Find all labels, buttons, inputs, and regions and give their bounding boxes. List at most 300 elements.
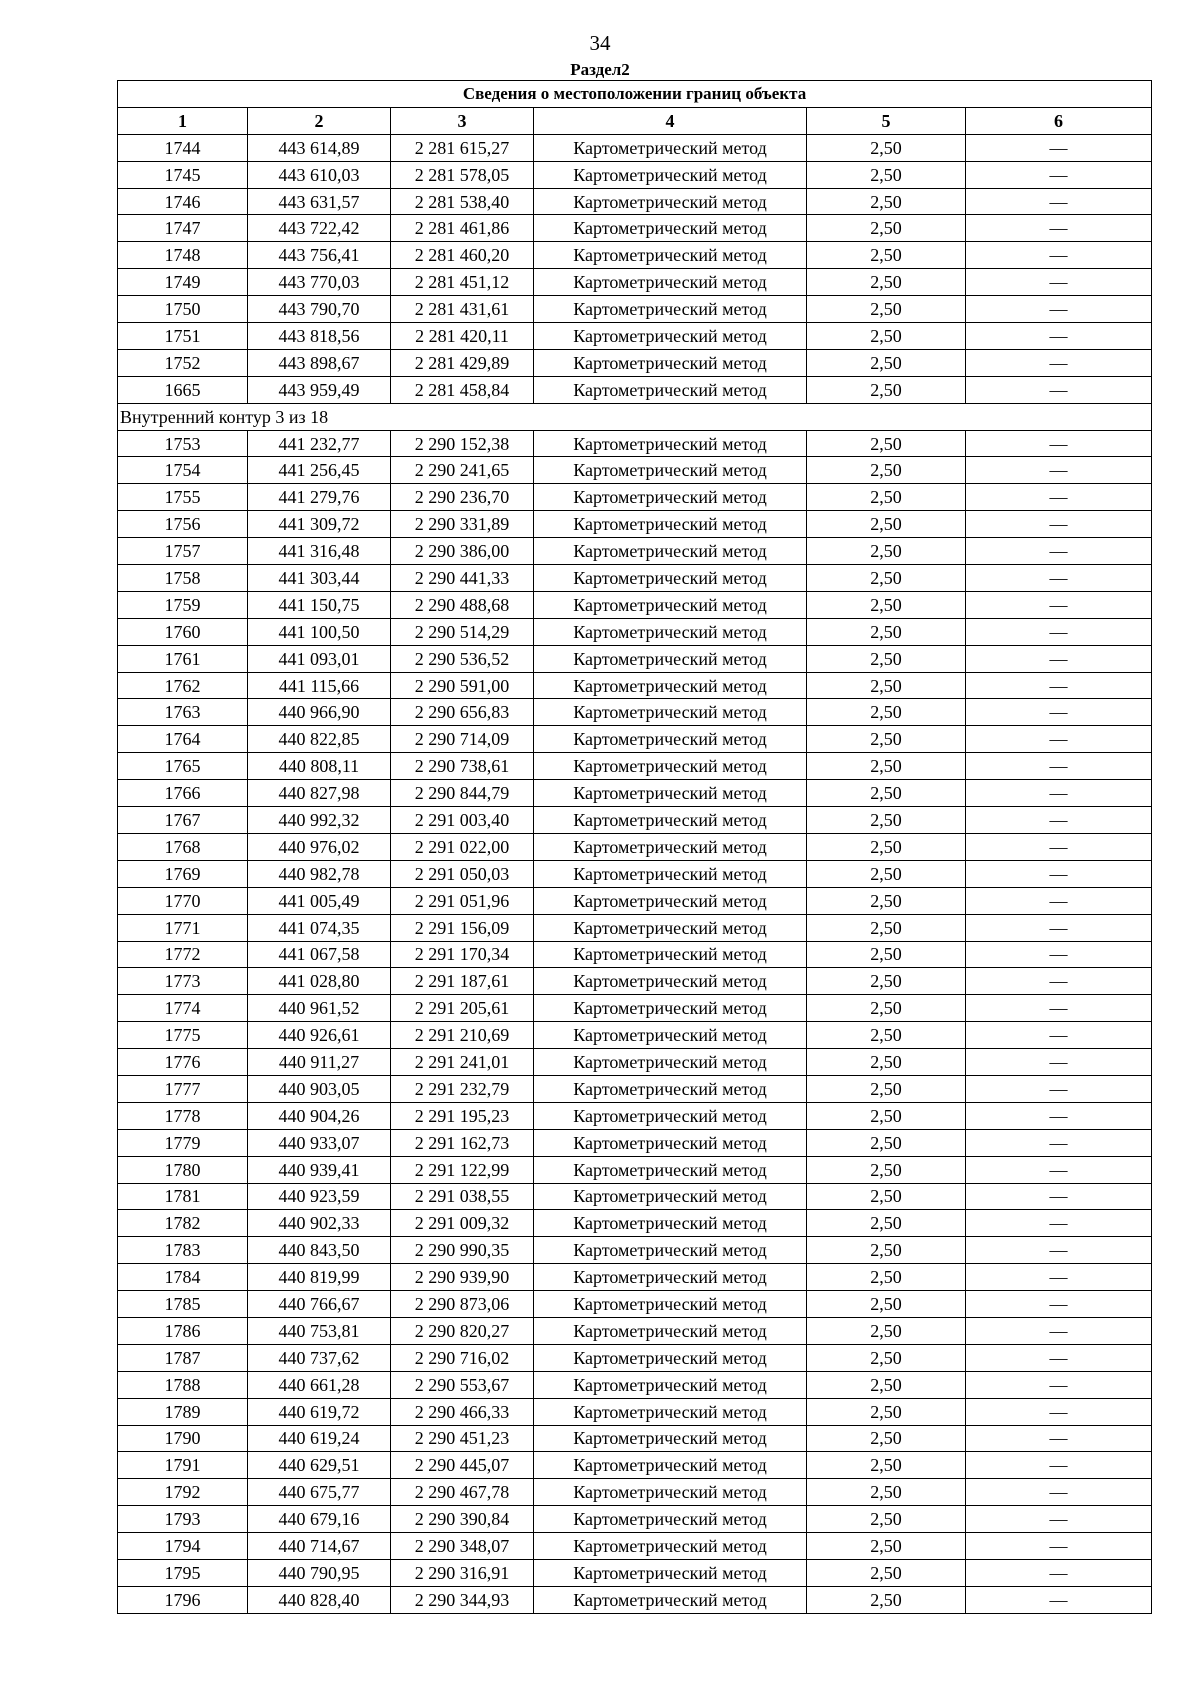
point-number-cell: 1791 <box>118 1452 248 1479</box>
table-row <box>118 511 1152 538</box>
column-header: 6 <box>966 107 1152 134</box>
point-number-cell: 1777 <box>118 1075 248 1102</box>
y-coordinate-cell: 2 281 460,20 <box>391 242 534 269</box>
x-coordinate-cell: 443 790,70 <box>248 296 391 323</box>
accuracy-cell: 2,50 <box>807 833 966 860</box>
method-cell: Картометрический метод <box>534 565 807 592</box>
description-cell: — <box>966 780 1152 807</box>
point-number-cell: 1794 <box>118 1533 248 1560</box>
method-cell: Картометрический метод <box>534 1559 807 1586</box>
method-cell: Картометрический метод <box>534 726 807 753</box>
accuracy-cell: 2,50 <box>807 1156 966 1183</box>
description-cell: — <box>966 215 1152 242</box>
method-cell: Картометрический метод <box>534 833 807 860</box>
description-cell: — <box>966 161 1152 188</box>
method-cell: Картометрический метод <box>534 1183 807 1210</box>
description-cell: — <box>966 1506 1152 1533</box>
table-row <box>118 376 1152 403</box>
accuracy-cell: 2,50 <box>807 565 966 592</box>
column-header: 2 <box>248 107 391 134</box>
method-cell: Картометрический метод <box>534 1586 807 1613</box>
x-coordinate-cell: 441 232,77 <box>248 430 391 457</box>
x-coordinate-cell: 443 770,03 <box>248 269 391 296</box>
table-row <box>118 565 1152 592</box>
description-cell: — <box>966 1075 1152 1102</box>
x-coordinate-cell: 441 074,35 <box>248 914 391 941</box>
column-header-row <box>118 107 1152 134</box>
point-number-cell: 1787 <box>118 1344 248 1371</box>
x-coordinate-cell: 441 150,75 <box>248 591 391 618</box>
point-number-cell: 1747 <box>118 215 248 242</box>
point-number-cell: 1746 <box>118 188 248 215</box>
method-cell: Картометрический метод <box>534 1049 807 1076</box>
y-coordinate-cell: 2 291 022,00 <box>391 833 534 860</box>
accuracy-cell: 2,50 <box>807 538 966 565</box>
x-coordinate-cell: 440 737,62 <box>248 1344 391 1371</box>
method-cell: Картометрический метод <box>534 1210 807 1237</box>
point-number-cell: 1769 <box>118 860 248 887</box>
point-number-cell: 1757 <box>118 538 248 565</box>
table-row <box>118 1264 1152 1291</box>
point-number-cell: 1760 <box>118 618 248 645</box>
table-row <box>118 1183 1152 1210</box>
description-cell: — <box>966 1586 1152 1613</box>
method-cell: Картометрический метод <box>534 1102 807 1129</box>
point-number-cell: 1771 <box>118 914 248 941</box>
method-cell: Картометрический метод <box>534 618 807 645</box>
point-number-cell: 1753 <box>118 430 248 457</box>
point-number-cell: 1751 <box>118 323 248 350</box>
method-cell: Картометрический метод <box>534 1075 807 1102</box>
table-row <box>118 833 1152 860</box>
column-header: 3 <box>391 107 534 134</box>
y-coordinate-cell: 2 290 466,33 <box>391 1398 534 1425</box>
point-number-cell: 1774 <box>118 995 248 1022</box>
y-coordinate-cell: 2 281 615,27 <box>391 134 534 161</box>
y-coordinate-cell: 2 290 820,27 <box>391 1317 534 1344</box>
x-coordinate-cell: 441 279,76 <box>248 484 391 511</box>
table-head <box>118 81 1152 135</box>
point-number-cell: 1761 <box>118 645 248 672</box>
accuracy-cell: 2,50 <box>807 134 966 161</box>
y-coordinate-cell: 2 290 445,07 <box>391 1452 534 1479</box>
method-cell: Картометрический метод <box>534 1129 807 1156</box>
description-cell: — <box>966 860 1152 887</box>
y-coordinate-cell: 2 290 990,35 <box>391 1237 534 1264</box>
x-coordinate-cell: 440 961,52 <box>248 995 391 1022</box>
x-coordinate-cell: 441 115,66 <box>248 672 391 699</box>
y-coordinate-cell: 2 291 003,40 <box>391 807 534 834</box>
table-row <box>118 1102 1152 1129</box>
y-coordinate-cell: 2 281 538,40 <box>391 188 534 215</box>
x-coordinate-cell: 441 067,58 <box>248 941 391 968</box>
description-cell: — <box>966 1452 1152 1479</box>
description-cell: — <box>966 807 1152 834</box>
y-coordinate-cell: 2 290 714,09 <box>391 726 534 753</box>
description-cell: — <box>966 699 1152 726</box>
y-coordinate-cell: 2 291 162,73 <box>391 1129 534 1156</box>
table-row <box>118 726 1152 753</box>
x-coordinate-cell: 440 843,50 <box>248 1237 391 1264</box>
description-cell: — <box>966 645 1152 672</box>
accuracy-cell: 2,50 <box>807 1586 966 1613</box>
point-number-cell: 1790 <box>118 1425 248 1452</box>
y-coordinate-cell: 2 281 458,84 <box>391 376 534 403</box>
table-row <box>118 1344 1152 1371</box>
point-number-cell: 1786 <box>118 1317 248 1344</box>
table-row <box>118 323 1152 350</box>
y-coordinate-cell: 2 281 429,89 <box>391 349 534 376</box>
description-cell: — <box>966 1183 1152 1210</box>
table-row <box>118 645 1152 672</box>
accuracy-cell: 2,50 <box>807 1425 966 1452</box>
accuracy-cell: 2,50 <box>807 349 966 376</box>
x-coordinate-cell: 440 827,98 <box>248 780 391 807</box>
x-coordinate-cell: 440 619,72 <box>248 1398 391 1425</box>
accuracy-cell: 2,50 <box>807 1237 966 1264</box>
point-number-cell: 1752 <box>118 349 248 376</box>
description-cell: — <box>966 1533 1152 1560</box>
table-row <box>118 941 1152 968</box>
description-cell: — <box>966 323 1152 350</box>
section-title: Раздел2 <box>570 60 630 79</box>
accuracy-cell: 2,50 <box>807 1210 966 1237</box>
y-coordinate-cell: 2 291 051,96 <box>391 887 534 914</box>
accuracy-cell: 2,50 <box>807 1398 966 1425</box>
point-number-cell: 1795 <box>118 1559 248 1586</box>
y-coordinate-cell: 2 290 348,07 <box>391 1533 534 1560</box>
method-cell: Картометрический метод <box>534 484 807 511</box>
point-number-cell: 1784 <box>118 1264 248 1291</box>
description-cell: — <box>966 511 1152 538</box>
description-cell: — <box>966 269 1152 296</box>
method-cell: Картометрический метод <box>534 349 807 376</box>
table-row <box>118 1210 1152 1237</box>
accuracy-cell: 2,50 <box>807 591 966 618</box>
table-row <box>118 215 1152 242</box>
description-cell: — <box>966 1559 1152 1586</box>
description-cell: — <box>966 1425 1152 1452</box>
description-cell: — <box>966 484 1152 511</box>
table-row <box>118 242 1152 269</box>
point-number-cell: 1775 <box>118 1022 248 1049</box>
table-row <box>118 538 1152 565</box>
y-coordinate-cell: 2 290 236,70 <box>391 484 534 511</box>
x-coordinate-cell: 440 661,28 <box>248 1371 391 1398</box>
point-number-cell: 1783 <box>118 1237 248 1264</box>
method-cell: Картометрический метод <box>534 1425 807 1452</box>
method-cell: Картометрический метод <box>534 672 807 699</box>
x-coordinate-cell: 440 902,33 <box>248 1210 391 1237</box>
accuracy-cell: 2,50 <box>807 645 966 672</box>
point-number-cell: 1756 <box>118 511 248 538</box>
method-cell: Картометрический метод <box>534 699 807 726</box>
y-coordinate-cell: 2 290 386,00 <box>391 538 534 565</box>
accuracy-cell: 2,50 <box>807 753 966 780</box>
y-coordinate-cell: 2 290 716,02 <box>391 1344 534 1371</box>
method-cell: Картометрический метод <box>534 430 807 457</box>
x-coordinate-cell: 440 629,51 <box>248 1452 391 1479</box>
y-coordinate-cell: 2 290 316,91 <box>391 1559 534 1586</box>
x-coordinate-cell: 440 992,32 <box>248 807 391 834</box>
description-cell: — <box>966 1049 1152 1076</box>
table-row <box>118 430 1152 457</box>
y-coordinate-cell: 2 290 873,06 <box>391 1291 534 1318</box>
table-row <box>118 914 1152 941</box>
table-row <box>118 753 1152 780</box>
y-coordinate-cell: 2 290 553,67 <box>391 1371 534 1398</box>
table-row <box>118 699 1152 726</box>
table-row <box>118 1506 1152 1533</box>
x-coordinate-cell: 440 619,24 <box>248 1425 391 1452</box>
point-number-cell: 1778 <box>118 1102 248 1129</box>
accuracy-cell: 2,50 <box>807 1559 966 1586</box>
description-cell: — <box>966 565 1152 592</box>
table-body <box>118 134 1152 1613</box>
x-coordinate-cell: 443 818,56 <box>248 323 391 350</box>
method-cell: Картометрический метод <box>534 457 807 484</box>
description-cell: — <box>966 887 1152 914</box>
x-coordinate-cell: 440 939,41 <box>248 1156 391 1183</box>
point-number-cell: 1781 <box>118 1183 248 1210</box>
method-cell: Картометрический метод <box>534 1506 807 1533</box>
accuracy-cell: 2,50 <box>807 511 966 538</box>
table-row <box>118 1533 1152 1560</box>
x-coordinate-cell: 440 976,02 <box>248 833 391 860</box>
method-cell: Картометрический метод <box>534 269 807 296</box>
description-cell: — <box>966 726 1152 753</box>
y-coordinate-cell: 2 291 232,79 <box>391 1075 534 1102</box>
point-number-cell: 1772 <box>118 941 248 968</box>
x-coordinate-cell: 440 966,90 <box>248 699 391 726</box>
x-coordinate-cell: 440 819,99 <box>248 1264 391 1291</box>
description-cell: — <box>966 1102 1152 1129</box>
description-cell: — <box>966 1237 1152 1264</box>
y-coordinate-cell: 2 290 390,84 <box>391 1506 534 1533</box>
point-number-cell: 1754 <box>118 457 248 484</box>
accuracy-cell: 2,50 <box>807 1264 966 1291</box>
table-title: Сведения о местоположении границ объекта <box>118 81 1152 108</box>
table-row <box>118 1559 1152 1586</box>
x-coordinate-cell: 443 959,49 <box>248 376 391 403</box>
y-coordinate-cell: 2 291 195,23 <box>391 1102 534 1129</box>
x-coordinate-cell: 441 309,72 <box>248 511 391 538</box>
x-coordinate-cell: 440 982,78 <box>248 860 391 887</box>
accuracy-cell: 2,50 <box>807 188 966 215</box>
x-coordinate-cell: 441 100,50 <box>248 618 391 645</box>
y-coordinate-cell: 2 290 844,79 <box>391 780 534 807</box>
point-number-cell: 1763 <box>118 699 248 726</box>
table-row <box>118 1425 1152 1452</box>
accuracy-cell: 2,50 <box>807 1506 966 1533</box>
y-coordinate-cell: 2 290 241,65 <box>391 457 534 484</box>
point-number-cell: 1782 <box>118 1210 248 1237</box>
table-caption-row <box>118 81 1152 108</box>
description-cell: — <box>966 296 1152 323</box>
description-cell: — <box>966 376 1152 403</box>
table-row <box>118 1237 1152 1264</box>
x-coordinate-cell: 440 753,81 <box>248 1317 391 1344</box>
point-number-cell: 1748 <box>118 242 248 269</box>
table-row <box>118 296 1152 323</box>
y-coordinate-cell: 2 281 461,86 <box>391 215 534 242</box>
accuracy-cell: 2,50 <box>807 296 966 323</box>
point-number-cell: 1745 <box>118 161 248 188</box>
x-coordinate-cell: 441 256,45 <box>248 457 391 484</box>
method-cell: Картометрический метод <box>534 1237 807 1264</box>
accuracy-cell: 2,50 <box>807 941 966 968</box>
accuracy-cell: 2,50 <box>807 457 966 484</box>
x-coordinate-cell: 441 316,48 <box>248 538 391 565</box>
x-coordinate-cell: 443 756,41 <box>248 242 391 269</box>
table-row <box>118 349 1152 376</box>
description-cell: — <box>966 349 1152 376</box>
method-cell: Картометрический метод <box>534 538 807 565</box>
y-coordinate-cell: 2 281 431,61 <box>391 296 534 323</box>
accuracy-cell: 2,50 <box>807 1344 966 1371</box>
y-coordinate-cell: 2 290 451,23 <box>391 1425 534 1452</box>
method-cell: Картометрический метод <box>534 296 807 323</box>
y-coordinate-cell: 2 290 152,38 <box>391 430 534 457</box>
method-cell: Картометрический метод <box>534 511 807 538</box>
description-cell: — <box>966 1129 1152 1156</box>
y-coordinate-cell: 2 281 420,11 <box>391 323 534 350</box>
x-coordinate-cell: 443 631,57 <box>248 188 391 215</box>
table-row <box>118 1075 1152 1102</box>
point-number-cell: 1793 <box>118 1506 248 1533</box>
description-cell: — <box>966 1210 1152 1237</box>
table-row <box>118 188 1152 215</box>
point-number-cell: 1766 <box>118 780 248 807</box>
description-cell: — <box>966 968 1152 995</box>
description-cell: — <box>966 1291 1152 1318</box>
y-coordinate-cell: 2 290 939,90 <box>391 1264 534 1291</box>
x-coordinate-cell: 443 722,42 <box>248 215 391 242</box>
y-coordinate-cell: 2 290 514,29 <box>391 618 534 645</box>
accuracy-cell: 2,50 <box>807 215 966 242</box>
y-coordinate-cell: 2 290 656,83 <box>391 699 534 726</box>
table-row <box>118 807 1152 834</box>
accuracy-cell: 2,50 <box>807 1102 966 1129</box>
point-number-cell: 1750 <box>118 296 248 323</box>
table-row <box>118 618 1152 645</box>
column-header: 1 <box>118 107 248 134</box>
y-coordinate-cell: 2 290 738,61 <box>391 753 534 780</box>
x-coordinate-cell: 440 766,67 <box>248 1291 391 1318</box>
accuracy-cell: 2,50 <box>807 1479 966 1506</box>
table-row <box>118 887 1152 914</box>
description-cell: — <box>966 591 1152 618</box>
accuracy-cell: 2,50 <box>807 1022 966 1049</box>
method-cell: Картометрический метод <box>534 645 807 672</box>
table-row <box>118 1291 1152 1318</box>
method-cell: Картометрический метод <box>534 860 807 887</box>
accuracy-cell: 2,50 <box>807 1129 966 1156</box>
y-coordinate-cell: 2 281 451,12 <box>391 269 534 296</box>
method-cell: Картометрический метод <box>534 1264 807 1291</box>
description-cell: — <box>966 914 1152 941</box>
x-coordinate-cell: 443 614,89 <box>248 134 391 161</box>
y-coordinate-cell: 2 291 122,99 <box>391 1156 534 1183</box>
table-row <box>118 1398 1152 1425</box>
accuracy-cell: 2,50 <box>807 376 966 403</box>
method-cell: Картометрический метод <box>534 323 807 350</box>
table-row <box>118 1156 1152 1183</box>
table-row <box>118 134 1152 161</box>
table-row <box>118 1371 1152 1398</box>
accuracy-cell: 2,50 <box>807 484 966 511</box>
accuracy-cell: 2,50 <box>807 1533 966 1560</box>
accuracy-cell: 2,50 <box>807 1317 966 1344</box>
x-coordinate-cell: 443 610,03 <box>248 161 391 188</box>
method-cell: Картометрический метод <box>534 591 807 618</box>
table-row <box>118 269 1152 296</box>
x-coordinate-cell: 441 028,80 <box>248 968 391 995</box>
accuracy-cell: 2,50 <box>807 780 966 807</box>
page-number: 34 <box>589 31 611 55</box>
y-coordinate-cell: 2 291 170,34 <box>391 941 534 968</box>
description-cell: — <box>966 618 1152 645</box>
method-cell: Картометрический метод <box>534 995 807 1022</box>
table-row <box>118 672 1152 699</box>
method-cell: Картометрический метод <box>534 1398 807 1425</box>
method-cell: Картометрический метод <box>534 1452 807 1479</box>
description-cell: — <box>966 1344 1152 1371</box>
method-cell: Картометрический метод <box>534 188 807 215</box>
y-coordinate-cell: 2 290 331,89 <box>391 511 534 538</box>
x-coordinate-cell: 440 808,11 <box>248 753 391 780</box>
table-row <box>118 1479 1152 1506</box>
method-cell: Картометрический метод <box>534 242 807 269</box>
point-number-cell: 1764 <box>118 726 248 753</box>
method-cell: Картометрический метод <box>534 161 807 188</box>
description-cell: — <box>966 1398 1152 1425</box>
x-coordinate-cell: 441 005,49 <box>248 887 391 914</box>
accuracy-cell: 2,50 <box>807 1291 966 1318</box>
point-number-cell: 1773 <box>118 968 248 995</box>
accuracy-cell: 2,50 <box>807 269 966 296</box>
table-row <box>118 1049 1152 1076</box>
y-coordinate-cell: 2 291 241,01 <box>391 1049 534 1076</box>
x-coordinate-cell: 440 790,95 <box>248 1559 391 1586</box>
x-coordinate-cell: 441 303,44 <box>248 565 391 592</box>
accuracy-cell: 2,50 <box>807 995 966 1022</box>
point-number-cell: 1762 <box>118 672 248 699</box>
table-row <box>118 968 1152 995</box>
accuracy-cell: 2,50 <box>807 618 966 645</box>
accuracy-cell: 2,50 <box>807 914 966 941</box>
accuracy-cell: 2,50 <box>807 807 966 834</box>
accuracy-cell: 2,50 <box>807 1452 966 1479</box>
x-coordinate-cell: 440 828,40 <box>248 1586 391 1613</box>
description-cell: — <box>966 833 1152 860</box>
description-cell: — <box>966 941 1152 968</box>
table-row <box>118 1586 1152 1613</box>
table-row <box>118 161 1152 188</box>
y-coordinate-cell: 2 290 591,00 <box>391 672 534 699</box>
point-number-cell: 1749 <box>118 269 248 296</box>
method-cell: Картометрический метод <box>534 753 807 780</box>
y-coordinate-cell: 2 291 205,61 <box>391 995 534 1022</box>
x-coordinate-cell: 440 714,67 <box>248 1533 391 1560</box>
y-coordinate-cell: 2 291 187,61 <box>391 968 534 995</box>
description-cell: — <box>966 753 1152 780</box>
method-cell: Картометрический метод <box>534 1479 807 1506</box>
description-cell: — <box>966 457 1152 484</box>
description-cell: — <box>966 1022 1152 1049</box>
method-cell: Картометрический метод <box>534 215 807 242</box>
y-coordinate-cell: 2 290 536,52 <box>391 645 534 672</box>
